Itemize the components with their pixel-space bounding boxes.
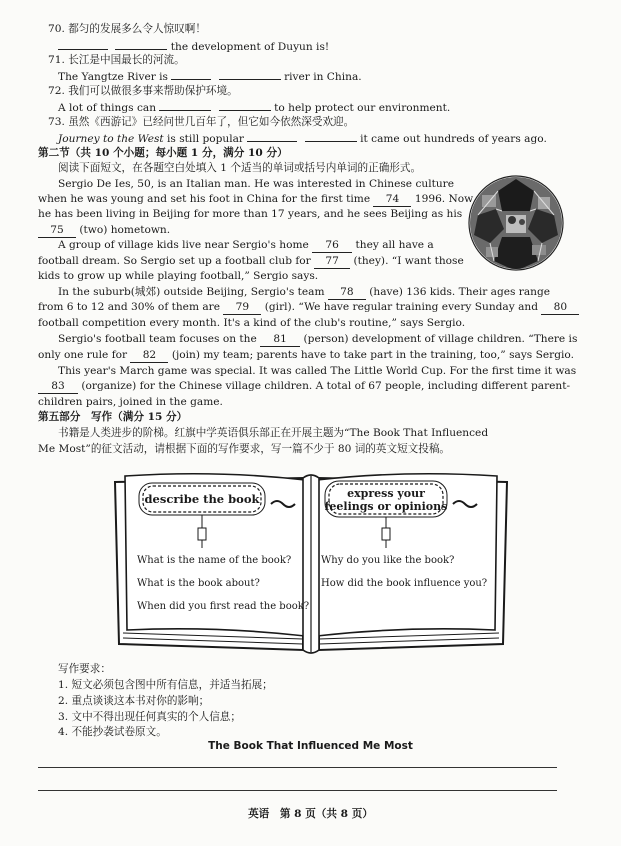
- part-5-intro: 书籍是人类进步的阶梯。红旗中学英语俱乐部正在开展主题为“The Book That Influenced: [58, 427, 489, 439]
- q71-english: The Yangtze River is river in China.: [58, 68, 362, 84]
- q72-chinese: 72. 我们可以做很多事来帮助保护环境。: [48, 85, 238, 97]
- blank-76[interactable]: 76: [312, 238, 352, 253]
- blank-74[interactable]: 74: [373, 192, 411, 207]
- left-question: What is the name of the book?: [137, 555, 292, 566]
- passage-line: only one rule for 82 (join) my team; parents have to take part in the training, too,” says Sergio.: [38, 349, 574, 361]
- answer-blank[interactable]: [247, 130, 297, 142]
- requirements-title: 写作要求：: [58, 663, 111, 675]
- requirement-item: 2. 重点谈谈这本书对你的影响；: [58, 695, 210, 707]
- page-footer: 英语 第 8 页（共 8 页）: [248, 808, 373, 820]
- passage-line: he has been living in Beijing for more than 17 years, and he sees Beijing as his: [38, 208, 463, 220]
- q71-chinese: 71. 长江是中国最长的河流。: [48, 54, 185, 66]
- football-photo: [468, 175, 564, 271]
- passage-line: football dream. So Sergio set up a football club for 77 (they). “I want those: [38, 255, 464, 267]
- blank-75[interactable]: 75: [38, 223, 76, 238]
- writing-line[interactable]: [38, 790, 557, 791]
- requirement-item: 3. 文中不得出现任何真实的个人信息；: [58, 711, 241, 723]
- blank-78[interactable]: 78: [328, 285, 366, 300]
- passage-line: football competition every month. It's a kind of the club's routine,” says Sergio.: [38, 317, 466, 329]
- answer-blank[interactable]: [219, 99, 271, 111]
- passage-line: In the suburb(城郊) outside Beijing, Sergio's team 78 (have) 136 kids. Their ages range: [58, 286, 551, 298]
- blank-83[interactable]: 83: [38, 379, 78, 394]
- right-page-title-line1: express your: [347, 487, 425, 500]
- part-5-heading: 第五部分 写作（满分 15 分）: [38, 411, 188, 423]
- requirement-item: 1. 短文必须包含图中所有信息，并适当拓展；: [58, 679, 273, 691]
- passage-line: 83 (organize) for the Chinese village children. A total of 67 people, including different parent-: [38, 379, 570, 394]
- blank-81[interactable]: 81: [260, 332, 300, 347]
- left-question: When did you first read the book?: [137, 601, 310, 612]
- answer-blank[interactable]: [159, 99, 211, 111]
- q73-chinese: 73. 虽然《西游记》已经问世几百年了，但它如今依然深受欢迎。: [48, 116, 355, 128]
- left-question: What is the book about?: [137, 578, 260, 589]
- q70-english: the development of Duyun is!: [58, 38, 329, 54]
- right-question: Why do you like the book?: [321, 555, 455, 566]
- passage-line: kids to grow up while playing football,” Sergio says.: [38, 270, 319, 282]
- blank-80[interactable]: 80: [541, 300, 579, 315]
- section-2-instruction: 阅读下面短文，在各题空白处填入 1 个适当的单词或括号内单词的正确形式。: [58, 162, 422, 174]
- passage-line: Sergio's football team focuses on the 81 (person) development of village children. “There is: [58, 333, 578, 345]
- q70-chinese: 70. 都匀的发展多么令人惊叹啊！: [48, 23, 206, 35]
- left-page-title: describe the book: [144, 492, 260, 506]
- writing-line[interactable]: [38, 767, 557, 768]
- blank-77[interactable]: 77: [314, 254, 350, 269]
- passage-line: This year's March game was special. It was called The Little World Cup. For the first time it was: [58, 365, 577, 377]
- q72-english: A lot of things can to help protect our environment.: [58, 99, 450, 115]
- passage-line: Sergio De Ies, 50, is an Italian man. He was interested in Chinese culture: [58, 178, 454, 190]
- part-5-intro: Me Most”的征文活动，请根据下面的写作要求，写一篇不少于 80 词的英文短文投稿。: [38, 443, 451, 455]
- passage-line: 75 (two) hometown.: [38, 223, 170, 238]
- answer-blank[interactable]: [305, 130, 357, 142]
- answer-blank[interactable]: [219, 68, 281, 80]
- q73-english: Journey to the West is still popular it came out hundreds of years ago.: [58, 130, 547, 146]
- answer-blank[interactable]: [58, 38, 108, 50]
- passage-line: when he was young and set his foot in China for the first time 74 1996. Now: [38, 193, 474, 205]
- section-2-heading: 第二节（共 10 个小题；每小题 1 分，满分 10 分）: [38, 147, 288, 159]
- blank-82[interactable]: 82: [130, 348, 168, 363]
- essay-title: The Book That Influenced Me Most: [208, 740, 413, 752]
- right-page-title-line2: feelings or opinions: [324, 500, 448, 513]
- blank-79[interactable]: 79: [223, 300, 261, 315]
- requirement-item: 4. 不能抄袭试卷原文。: [58, 726, 167, 738]
- passage-line: children pairs, joined in the game.: [38, 396, 223, 408]
- answer-blank[interactable]: [171, 68, 211, 80]
- answer-blank[interactable]: [115, 38, 167, 50]
- open-book-illustration: [107, 468, 515, 658]
- passage-line: A group of village kids live near Sergio's home 76 they all have a: [58, 239, 434, 251]
- right-question: How did the book influence you?: [321, 578, 488, 589]
- passage-line: from 6 to 12 and 30% of them are 79 (girl). “We have regular training every Sunday and 80: [38, 300, 579, 315]
